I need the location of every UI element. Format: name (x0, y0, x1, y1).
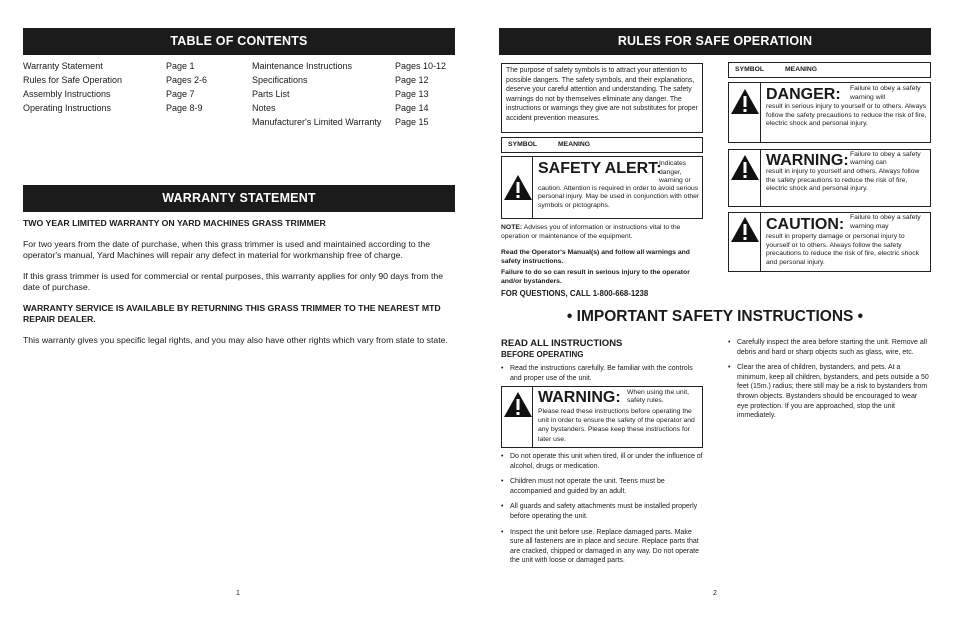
list-item: • All guards and safety attachments must be installed properly before operating the unit. (501, 502, 704, 521)
note-text: Advises you of information or instructions vital to the operation or maintenance of the equipment. (501, 224, 681, 240)
list-item: • Carefully inspect the area before starting the unit. Remove all debris and hard or sharp objects such as glass, wire, etc. (728, 338, 929, 357)
toc-entry-page: Page 14 (395, 103, 429, 113)
warning-triangle-icon (503, 391, 533, 418)
danger-row (728, 82, 931, 143)
warning2-box (501, 386, 703, 448)
toc-entry-title: Notes (252, 103, 276, 113)
danger-word: DANGER: (766, 86, 841, 103)
caution-word: CAUTION: (766, 216, 845, 233)
bullet-list-left (501, 452, 704, 572)
toc-entry-title: Operating Instructions (23, 103, 112, 113)
symbol-label: SYMBOL (508, 141, 538, 148)
list-item: • Clear the area of children, bystanders, and pets. At a minimum, keep all children, bystanders, and pets outside a 50 feet (15m.) radius; there still may be a risk to bystanders from thrown objects. Bystanders should be encouraged to wear eye protection. If you are approached, stop the unit immediately. (728, 363, 929, 421)
list-item: • Children must not operate the unit. Teens must be accompanied and guided by an adult. (501, 477, 704, 496)
list-item: • Do not operate this unit when tired, ill or under the influence of alcohol, drugs or medication. (501, 452, 704, 471)
caution-lead: Failure to obey a safety warning may (850, 214, 921, 230)
warning-lead: Failure to obey a safety warning can (850, 151, 921, 167)
toc-entry[interactable] (252, 59, 457, 73)
safety-alert-lead: Indicates danger, warning or (659, 160, 691, 185)
toc-column-1 (23, 59, 223, 115)
symbol-meaning-header-right (728, 62, 931, 78)
symbol-meaning-header-left (501, 137, 703, 153)
symbol-label: SYMBOL (735, 66, 765, 73)
purpose-text: The purpose of safety symbols is to attract your attention to possible dangers. The safety symbols, and their explanations, deserve your careful attention and understanding. The safety warnings do not by themselves eliminate any danger. The instructions or warnings they give are not substitutes for proper accident prevention measures. (506, 67, 698, 122)
bullet-list-right (728, 338, 929, 427)
caution-row (728, 212, 931, 272)
read-all-instructions: READ ALL INSTRUCTIONS (501, 338, 623, 349)
warranty-service-note: WARRANTY SERVICE IS AVAILABLE BY RETURNING THIS GRASS TRIMMER TO THE NEAREST MTD REPAIR DEALER. (23, 302, 441, 324)
toc-entry-page: Page 12 (395, 75, 429, 85)
toc-entry[interactable] (252, 115, 457, 129)
toc-heading-banner: TABLE OF CONTENTS (23, 28, 455, 55)
caution-triangle-icon (730, 216, 760, 243)
toc-entry-page: Page 8-9 (166, 103, 203, 113)
warranty-title: TWO YEAR LIMITED WARRANTY ON YARD MACHINES GRASS TRIMMER (23, 218, 326, 228)
toc-entry[interactable] (252, 101, 457, 115)
toc-entry[interactable] (252, 73, 457, 87)
read-manual-text: Read the Operator's Manual(s) and follow all warnings and safety instructions. (501, 249, 690, 265)
danger-triangle-icon (730, 88, 760, 115)
warning-row (728, 149, 931, 207)
warranty-paragraph: For two years from the date of purchase, when this grass trimmer is used and maintained according to the operator's manual, Yard Machines will repair any defect in material for workmanship free of charge. (23, 238, 431, 260)
toc-entry-page: Pages 10-12 (395, 61, 447, 71)
note-label: NOTE: (501, 224, 523, 231)
toc-entry[interactable] (23, 101, 223, 115)
warranty-paragraph: If this grass trimmer is used for commercial or rental purposes, this warranty applies for only 90 days from the date of purchase. (23, 270, 444, 292)
toc-entry[interactable] (23, 87, 223, 101)
safety-alert-text: caution. Attention is required in order to avoid serious personal injury. May be used in conjunction with other symbols or pictographs. (538, 185, 700, 209)
page-number-left: 1 (236, 590, 240, 597)
purpose-box (501, 63, 703, 133)
rules-heading-banner: RULES FOR SAFE OPERATIOIN (499, 28, 931, 55)
warning-triangle-icon (503, 174, 533, 201)
caution-text: result in property damage or personal injury to yourself or to others. Always follow the safety precautions to reduce the risk of fire, electric shock and personal injury. (766, 233, 919, 266)
warning-text: result in injury to yourself and others. Always follow the safety precautions to reduce the risk of fire, electric shock and personal injury. (766, 168, 920, 193)
warning-triangle-icon (730, 154, 760, 181)
warranty-paragraph: This warranty gives you specific legal rights, and you may also have other rights which vary from state to state. (23, 334, 448, 345)
toc-entry-title: Assembly Instructions (23, 89, 111, 99)
meaning-label: MEANING (785, 66, 818, 73)
toc-entry-page: Page 15 (395, 117, 429, 127)
warranty-body (23, 218, 453, 355)
toc-entry-title: Warranty Statement (23, 61, 103, 71)
warning-word: WARNING: (766, 152, 849, 169)
toc-entry-title: Rules for Safe Operation (23, 75, 123, 85)
list-item: • Read the instructions carefully. Be familiar with the controls and proper use of the unit. (501, 364, 703, 383)
toc-entry-title: Specifications (252, 75, 308, 85)
warning2-lead: When using the unit, safety rules. (627, 389, 689, 405)
safety-alert-row (501, 156, 703, 219)
toc-entry-page: Pages 2-6 (166, 75, 208, 85)
danger-lead: Failure to obey a safety warning will (850, 85, 921, 101)
list-item: • Inspect the unit before use. Replace damaged parts. Make sure all fasteners are in place and secure. Replace parts that are cracked, chipped or damaged in any way. Do not operate the unit with loose or damaged parts. (501, 528, 704, 566)
danger-text: result in serious injury to yourself or to others. Always follow the safety precautions to reduce the risk of fire, electric shock and personal injury. (766, 103, 927, 128)
toc-entry-title: Maintenance Instructions (252, 61, 353, 71)
toc-entry-page: Page 1 (166, 61, 195, 71)
toc-column-2 (252, 59, 457, 129)
warning2-word: WARNING: (538, 389, 621, 406)
note-block (501, 223, 703, 241)
meaning-label: MEANING (558, 141, 591, 148)
failure-text: Failure to do so can result in serious injury to the operator and/or bystanders. (501, 269, 690, 285)
safety-alert-word: SAFETY ALERT: (538, 160, 662, 177)
before-operating: BEFORE OPERATING (501, 350, 584, 359)
toc-entry-page: Page 13 (395, 89, 429, 99)
important-safety-heading: • IMPORTANT SAFETY INSTRUCTIONS • (566, 308, 864, 325)
warning2-text: Please read these instructions before operating the unit in order to ensure the safety of the operator and any bystanders. Please keep these instructions for later use. (538, 408, 695, 443)
toc-entry-title: Manufacturer's Limited Warranty (252, 117, 382, 127)
warranty-heading-banner: WARRANTY STATEMENT (23, 185, 455, 212)
toc-entry[interactable] (23, 73, 223, 87)
toc-entry-title: Parts List (252, 89, 290, 99)
toc-entry[interactable] (252, 87, 457, 101)
toc-entry[interactable] (23, 59, 223, 73)
toc-entry-page: Page 7 (166, 89, 195, 99)
questions-phone: FOR QUESTIONS, CALL 1-800-668-1238 (501, 289, 649, 298)
page-number-right: 2 (713, 590, 717, 597)
